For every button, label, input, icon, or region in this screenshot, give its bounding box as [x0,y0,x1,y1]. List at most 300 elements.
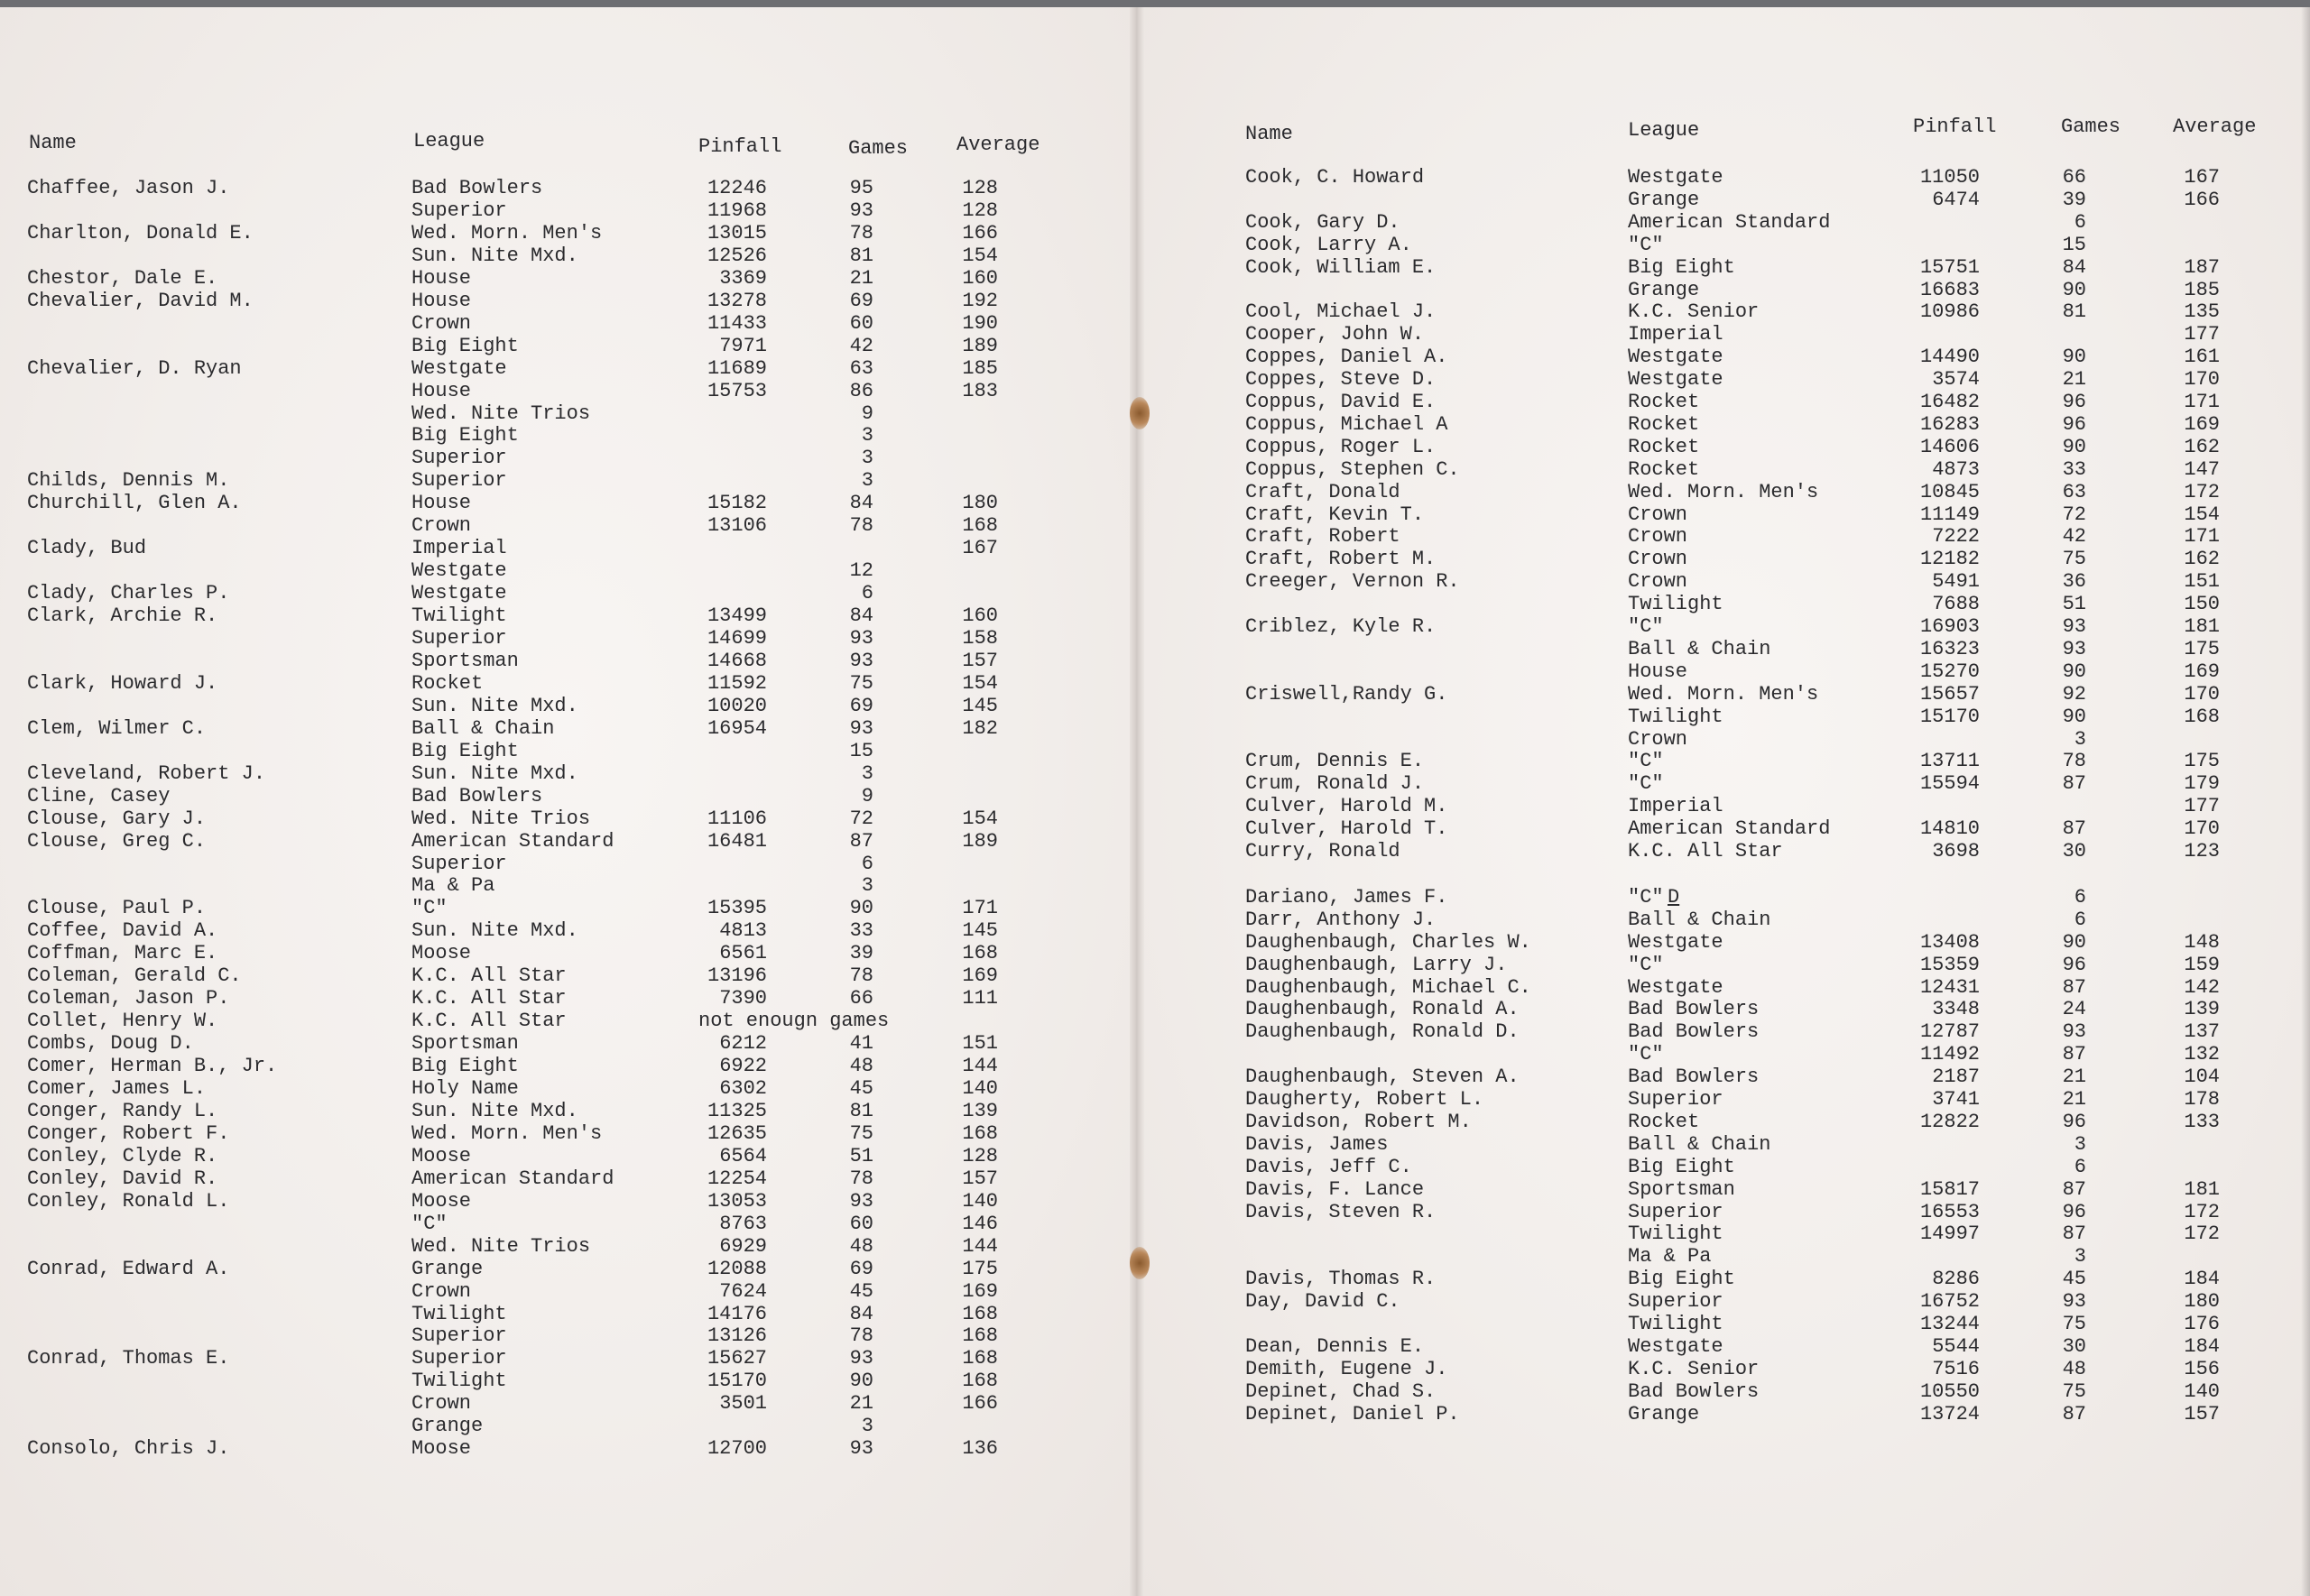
games-value: 84 [2062,255,2086,279]
bowler-name: Clem, Wilmer C. [27,716,207,740]
pinfall-value: 12526 [707,244,767,267]
league-name: Superior [411,469,507,493]
pinfall-value: 14176 [707,1302,767,1325]
pinfall-value: 16323 [1919,637,1980,660]
pinfall-value: 15817 [1919,1177,1980,1201]
pinfall-value: 11433 [707,311,767,335]
league-name: Rocket [1628,1110,1700,1133]
bowler-name: Crum, Dennis E. [1245,750,1425,773]
league-name: Wed. Nite Trios [411,401,591,425]
league-name: Rocket [411,671,484,695]
average-value: 145 [962,919,998,943]
league-name: Imperial [1628,323,1723,346]
games-value: 24 [2062,998,2086,1021]
games-value: 51 [849,1144,873,1167]
games-value: 87 [2062,1402,2086,1425]
pinfall-value: 3574 [1932,368,1980,392]
games-value: 93 [849,1347,873,1370]
league-name: Bad Bowlers [411,177,543,199]
league-name: Superior [411,1347,507,1370]
bowler-name: Coppus, David E. [1245,391,1437,413]
games-value: 90 [2062,930,2086,954]
league-name: "C" [411,897,448,920]
league-name: "C" [1628,885,1664,909]
bowler-name: Davidson, Robert M. [1245,1110,1472,1133]
bowler-name: Conrad, Edward A. [27,1257,230,1280]
pinfall-value: 15170 [1919,705,1980,728]
games-value: 78 [849,221,873,244]
games-value: 93 [2062,637,2086,660]
bowler-name: Combs, Doug D. [27,1032,194,1056]
league-name: Bad Bowlers [411,784,543,807]
games-value: 51 [2062,593,2086,616]
average-value: 184 [2184,1268,2220,1291]
bowler-name: Churchill, Glen A. [27,492,242,515]
bowler-name: Clouse, Greg C. [27,829,207,853]
league-name: Crown [1628,548,1688,571]
league-name: "C" [1628,615,1664,638]
games-value: 15 [849,739,873,762]
left-header-name: Name [29,132,77,154]
average-value: 175 [2184,637,2220,660]
league-name: Crown [411,311,472,335]
pinfall-value: 2187 [1932,1066,1980,1089]
bowler-name: Coppes, Daniel A. [1245,346,1448,369]
bowler-name: Daughenbaugh, Larry J. [1245,953,1508,976]
average-value: 111 [962,987,998,1010]
bowler-name: Clark, Howard J. [27,671,218,695]
average-value: 176 [2184,1313,2220,1335]
league-name: Big Eight [411,334,519,357]
bowler-name: Creeger, Vernon R. [1245,570,1460,594]
league-name: Westgate [411,559,507,583]
pinfall-value: 12431 [1919,975,1980,999]
pinfall-value: 7688 [1932,593,1980,616]
pinfall-value: 10845 [1919,480,1980,503]
bowler-name: Culver, Harold T. [1245,817,1448,841]
left-header-average: Average [956,134,1040,156]
games-value: 96 [2062,391,2086,413]
pinfall-value: 15170 [707,1370,767,1393]
bowler-name: Clady, Bud [27,537,147,560]
league-name: Twilight [411,604,507,628]
league-name: Twilight [1628,593,1723,616]
pinfall-value: 14606 [1919,435,1980,458]
games-value: 30 [2062,1334,2086,1358]
games-value: 60 [849,1212,873,1235]
games-value: 93 [849,198,873,222]
league-name: Big Eight [411,739,519,762]
pinfall-value: 12246 [707,177,767,199]
league-name: Superior [411,852,507,875]
league-name: "C" [1628,233,1664,256]
games-value: 78 [849,1324,873,1348]
average-value: 157 [962,1167,998,1190]
bowler-name: Conley, Ronald L. [27,1189,230,1213]
league-name: Twilight [411,1302,507,1325]
bowler-name: Crum, Ronald J. [1245,772,1425,796]
games-value: 87 [2062,772,2086,796]
games-value: 3 [861,469,873,493]
average-value: 140 [962,1189,998,1213]
pinfall-value: 16283 [1919,412,1980,436]
average-value: 123 [2184,840,2220,863]
league-name: Sun. Nite Mxd. [411,919,578,943]
league-name: K.C. All Star [411,964,567,988]
games-value: 3 [2074,727,2086,751]
bowler-name: Coffman, Marc E. [27,942,218,965]
games-value: 93 [2062,1020,2086,1044]
league-name: Westgate [1628,975,1723,999]
bowler-name: Coppus, Roger L. [1245,435,1437,458]
league-name: Twilight [1628,1313,1723,1335]
average-value: 146 [962,1212,998,1235]
league-name: Grange [1628,278,1700,301]
league-name: Bad Bowlers [1628,998,1760,1021]
pinfall-value: 15627 [707,1347,767,1370]
pinfall-value: 13196 [707,964,767,988]
average-value: 187 [2184,255,2220,279]
bowler-name: Chevalier, D. Ryan [27,356,242,380]
bowler-name: Dariano, James F. [1245,885,1448,909]
bowler-name: Davis, James [1245,1132,1389,1156]
pinfall-value: 6212 [719,1032,767,1056]
average-value: 156 [2184,1357,2220,1380]
average-value: 168 [962,1324,998,1348]
games-value: 90 [2062,660,2086,683]
pinfall-value: 5544 [1932,1334,1980,1358]
bowler-name: Conger, Robert F. [27,1121,230,1145]
league-name: Westgate [1628,166,1723,189]
bowler-name: Daughenbaugh, Steven A. [1245,1066,1520,1089]
bowler-name: Coffee, David A. [27,919,218,943]
games-value: 69 [849,1257,873,1280]
pinfall-value: 5491 [1932,570,1980,594]
pinfall-value: 10020 [707,694,767,717]
average-value: 190 [962,311,998,335]
league-name: Grange [411,1415,484,1438]
pinfall-value: 4873 [1932,457,1980,481]
pinfall-value: 10550 [1919,1379,1980,1403]
games-value: 66 [849,987,873,1010]
games-value: 87 [849,829,873,853]
league-name: Twilight [411,1370,507,1393]
average-value: 168 [962,1121,998,1145]
league-name: Ball & Chain [1628,637,1771,660]
average-value: 172 [2184,1222,2220,1246]
average-value: 170 [2184,368,2220,392]
average-value: 182 [962,716,998,740]
games-value: 75 [2062,548,2086,571]
games-value: 95 [849,177,873,199]
bowler-name: Cooper, John W. [1245,323,1425,346]
league-name: Westgate [411,356,507,380]
league-name: Wed. Morn. Men's [1628,682,1819,706]
league-name: Superior [411,627,507,650]
league-name: Wed. Morn. Men's [1628,480,1819,503]
games-value: 12 [849,559,873,583]
bowler-name: Craft, Robert M. [1245,548,1437,571]
games-value: 75 [849,1121,873,1145]
league-name: Rocket [1628,412,1700,436]
games-value: 96 [2062,953,2086,976]
games-value: 6 [2074,1155,2086,1178]
pinfall-value: 11149 [1919,503,1980,526]
league-name: Big Eight [1628,255,1735,279]
average-value: 169 [2184,660,2220,683]
league-name: Bad Bowlers [1628,1379,1760,1403]
games-value: 84 [849,1302,873,1325]
games-value: 84 [849,492,873,515]
league-name: Westgate [1628,1334,1723,1358]
games-value: 3 [2074,1132,2086,1156]
games-value: 87 [2062,975,2086,999]
league-name: Wed. Morn. Men's [411,1121,603,1145]
league-name: K.C. All Star [1628,840,1783,863]
games-value: 6 [861,852,873,875]
league-name: "C" [1628,1043,1664,1066]
league-name: American Standard [411,1167,614,1190]
games-value: 78 [849,1167,873,1190]
games-value: 63 [2062,480,2086,503]
average-value: 171 [2184,525,2220,549]
league-name: Ball & Chain [1628,908,1771,931]
pinfall-value: 15594 [1919,772,1980,796]
pinfall-value: 6929 [719,1234,767,1258]
average-value: 150 [2184,593,2220,616]
league-name: American Standard [1628,817,1831,841]
average-value: 136 [962,1437,998,1461]
average-value: 180 [962,492,998,515]
games-value: 93 [849,716,873,740]
league-name: Crown [1628,570,1688,594]
games-value: 42 [2062,525,2086,549]
average-value: 158 [962,627,998,650]
average-value: 151 [2184,570,2220,594]
right-header-games: Games [2061,115,2121,138]
average-value: 144 [962,1234,998,1258]
left-header-league: League [413,130,485,152]
right-header-name: Name [1245,123,1293,145]
league-name: American Standard [411,829,614,853]
league-name: Moose [411,942,472,965]
games-value: 90 [849,1370,873,1393]
average-value: 151 [962,1032,998,1056]
average-value: 160 [962,604,998,628]
average-value: 160 [962,266,998,290]
pinfall-value: 13015 [707,221,767,244]
average-value: 172 [2184,480,2220,503]
bowler-name: Coleman, Gerald C. [27,964,242,988]
league-name: House [411,266,472,290]
pinfall-value: 16683 [1919,278,1980,301]
average-value: 154 [962,671,998,695]
league-name: Imperial [411,537,507,560]
pinfall-value: 15751 [1919,255,1980,279]
games-value: 45 [849,1077,873,1100]
pinfall-value: 13724 [1919,1402,1980,1425]
bowler-name: Cook, Larry A. [1245,233,1412,256]
league-name: Westgate [1628,368,1723,392]
league-name: "C" [1628,772,1664,796]
average-value: 162 [2184,435,2220,458]
games-value: 3 [861,447,873,470]
bowler-name: Culver, Harold M. [1245,795,1448,818]
games-value: 42 [849,334,873,357]
bowler-name: Daughenbaugh, Michael C. [1245,975,1531,999]
games-value: 86 [849,379,873,402]
games-value: 75 [2062,1313,2086,1335]
bowler-name: Craft, Robert [1245,525,1400,549]
staple-top [1130,397,1150,429]
bowler-name: Conrad, Thomas E. [27,1347,230,1370]
league-name: Big Eight [411,1055,519,1078]
pinfall-value: 8763 [719,1212,767,1235]
pinfall-value: 3369 [719,266,767,290]
pinfall-value: 3741 [1932,1088,1980,1111]
average-value: 170 [2184,817,2220,841]
average-value: 175 [2184,750,2220,773]
average-value: 169 [962,1279,998,1303]
bowler-name: Coppes, Steve D. [1245,368,1437,392]
average-value: 175 [962,1257,998,1280]
pinfall-value: 11050 [1919,166,1980,189]
pinfall-value: 11325 [707,1099,767,1122]
average-value: 185 [962,356,998,380]
games-value: 33 [849,919,873,943]
pinfall-value: 6474 [1932,188,1980,211]
bowler-name: Cook, C. Howard [1245,166,1425,189]
pinfall-value: 16553 [1919,1200,1980,1223]
average-value: 169 [962,964,998,988]
league-name: Crown [1628,525,1688,549]
pinfall-value: 12700 [707,1437,767,1461]
games-value: 93 [849,649,873,672]
bowler-name: Comer, Herman B., Jr. [27,1055,278,1078]
games-value: 21 [849,266,873,290]
average-value: 145 [962,694,998,717]
average-value: 157 [2184,1402,2220,1425]
games-value: 75 [849,671,873,695]
league-name: American Standard [1628,210,1831,234]
average-value: 154 [2184,503,2220,526]
average-value: 128 [962,1144,998,1167]
games-value: 41 [849,1032,873,1056]
league-name: Twilight [1628,705,1723,728]
bowler-name: Davis, Steven R. [1245,1200,1437,1223]
pinfall-value: 15359 [1919,953,1980,976]
league-name: Westgate [411,582,507,605]
league-name: Rocket [1628,435,1700,458]
league-name: Crown [411,1392,472,1416]
league-name: Sun. Nite Mxd. [411,761,578,785]
bowler-name: Davis, F. Lance [1245,1177,1425,1201]
games-value: 96 [2062,412,2086,436]
games-value: 63 [849,356,873,380]
average-value: 168 [962,942,998,965]
games-value: 60 [849,311,873,335]
games-value: 96 [2062,1200,2086,1223]
games-value: 21 [849,1392,873,1416]
average-value: 166 [962,1392,998,1416]
league-name: Moose [411,1189,472,1213]
average-value: 157 [962,649,998,672]
pinfall-value: 11689 [707,356,767,380]
games-value: 6 [2074,885,2086,909]
bowler-name: Collet, Henry W. [27,1010,218,1033]
league-name: Sportsman [411,1032,519,1056]
league-name: House [411,379,472,402]
games-value: 21 [2062,368,2086,392]
average-value: 142 [2184,975,2220,999]
league-name: Superior [1628,1200,1723,1223]
games-value: 78 [2062,750,2086,773]
bowler-name: Clouse, Gary J. [27,807,207,830]
league-name: Ball & Chain [411,716,555,740]
league-name: House [1628,660,1688,683]
games-value: 72 [849,807,873,830]
pinfall-value: 12635 [707,1121,767,1145]
pinfall-value: 11592 [707,671,767,695]
pinfall-value: 16903 [1919,615,1980,638]
league-name: Moose [411,1437,472,1461]
pinfall-value: 7516 [1932,1357,1980,1380]
right-header-league: League [1628,119,1700,142]
pinfall-value: 13499 [707,604,767,628]
league-name: Superior [411,1324,507,1348]
bowler-name: Clady, Charles P. [27,582,230,605]
average-value: 148 [2184,930,2220,954]
average-value: 166 [2184,188,2220,211]
average-value: 162 [2184,548,2220,571]
bowler-name: Charlton, Donald E. [27,221,254,244]
league-name: Sun. Nite Mxd. [411,694,578,717]
pinfall-value: 14997 [1919,1222,1980,1246]
games-value: 30 [2062,840,2086,863]
bowler-name: Criswell,Randy G. [1245,682,1448,706]
bowler-name: Craft, Kevin T. [1245,503,1425,526]
league-name: Twilight [1628,1222,1723,1246]
average-value: 128 [962,198,998,222]
pinfall-value: 13711 [1919,750,1980,773]
bowler-name: Daughenbaugh, Ronald A. [1245,998,1520,1021]
bowler-name: Cleveland, Robert J. [27,761,266,785]
average-value: 189 [962,829,998,853]
league-name: Rocket [1628,391,1700,413]
pinfall-value: 16481 [707,829,767,853]
bowler-name: Comer, James L. [27,1077,207,1100]
games-value: 96 [2062,1110,2086,1133]
average-value: 168 [962,1370,998,1393]
games-value: 75 [2062,1379,2086,1403]
games-value: 45 [849,1279,873,1303]
league-name: Moose [411,1144,472,1167]
top-edge [0,0,2310,7]
pinfall-value: 13053 [707,1189,767,1213]
average-value: 104 [2184,1066,2220,1089]
pinfall-value: 4813 [719,919,767,943]
league-name: Ma & Pa [1628,1245,1712,1268]
section-d-heading: D [1668,886,1680,909]
average-value: 177 [2184,795,2220,818]
average-value: 139 [962,1099,998,1122]
bowler-name: Darr, Anthony J. [1245,908,1437,931]
average-value: 185 [2184,278,2220,301]
games-value: 81 [849,244,873,267]
bowler-name: Clark, Archie R. [27,604,218,628]
league-name: Crown [1628,727,1688,751]
average-value: 132 [2184,1043,2220,1066]
